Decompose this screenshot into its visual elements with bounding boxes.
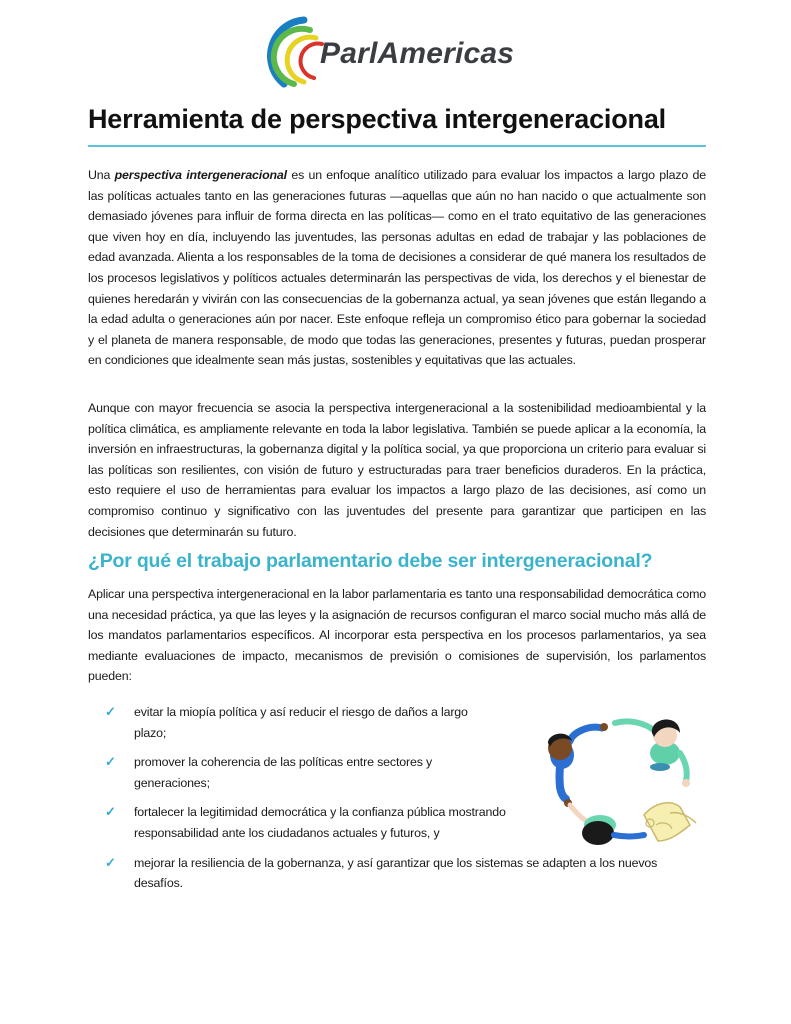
logo-text: ParlAmericas xyxy=(320,37,515,70)
list-item-text: evitar la miopía política y así reducir el riesgo de daños a largo plazo; xyxy=(134,705,468,740)
check-icon: ✓ xyxy=(105,854,116,870)
list-item xyxy=(102,752,499,793)
person-bottom-icon xyxy=(564,799,644,845)
intro-emphasis: perspectiva intergeneracional xyxy=(114,168,287,182)
logo-arc-red xyxy=(301,44,322,78)
page-title: Herramienta de perspectiva intergeneracional xyxy=(88,104,666,134)
list-item xyxy=(102,802,506,843)
list-item-text: promover la coherencia de las políticas entre sectores y generaciones; xyxy=(134,755,433,790)
check-icon: ✓ xyxy=(105,704,116,719)
list-item-text: mejorar la resiliencia de la gobernanza, y así garantizar que los sistemas se adapten a los nuevos desafíos. xyxy=(134,855,658,891)
intro-lead: Una xyxy=(88,168,115,182)
list-item xyxy=(102,702,499,743)
check-icon: ✓ xyxy=(105,754,116,770)
parlamericas-logo xyxy=(262,14,532,90)
people-circle-illustration xyxy=(520,695,710,865)
person-blue-icon xyxy=(548,723,608,799)
person-green-icon xyxy=(615,719,690,787)
section-paragraph: Aplicar una perspectiva intergeneracional en la labor parlamentaria es tanto una responsabilidad democrática como una necesidad práctica, ya que las leyes y la asignación de recursos configuran el marco social mucho más allá de los mandatos parlamentarios específicos. Al incorporar esta perspectiva en los procesos parlamentarios, ya sea mediante evaluaciones de impacto, mecanismos de previsión o comisiones de supervisión, los parlamentos pueden: xyxy=(88,587,706,684)
section-heading: ¿Por qué el trabajo parlamentario debe ser intergeneracional? xyxy=(88,550,653,572)
check-icon: ✓ xyxy=(105,804,116,820)
scroll-icon xyxy=(644,803,696,841)
title-divider xyxy=(88,145,706,147)
list-item-text: fortalecer la legitimidad democrática y la confianza pública mostrando responsabilidad ante los ciudadanos actuales y futuros, y xyxy=(134,805,506,840)
intro-paragraph xyxy=(88,165,706,371)
intro-rest: es un enfoque analítico utilizado para evaluar los impactos a largo plazo de las políticas actuales tanto en las generaciones futuras —aquellas que aún no han nacido o que actualmente son demasiado jóvenes para influir de forma directa en las políticas— como en el trato equitativo de las generaciones que viven hoy en día, incluyendo las juventudes, las personas adultas en edad de trabajar y las poblaciones de edad avanzada. Alienta a los responsables de la toma de decisiones a considerar de qué manera los resultados de los procesos legislativos y políticos actuales determinarán las perspectivas de vida, los derechos y el bienestar de quienes heredarán y vivirán con las consecuencias de la gobernanza actual, ya sean jóvenes que están llegando a la edad adulta o generaciones aún por nacer. Este enfoque refleja un compromiso ético para gobernar la sociedad y el planeta de manera responsable, de modo que todas las generaciones, presentes y futuras, puedan prosperar en condiciones que idealmente sean más justas, sostenibles y equitativas que las actuales. xyxy=(88,168,706,368)
context-paragraph: Aunque con mayor frecuencia se asocia la perspectiva intergeneracional a la sostenibilidad medioambiental y la política climática, es ampliamente relevante en toda la labor legislativa. También se puede aplicar a la economía, la inversión en infraestructuras, la gobernanza digital y la política social, ya que proporciona un criterio para evaluar si las políticas son resilientes, con visión de futuro y estructuradas para traer beneficios duraderos. En la práctica, esto requiere el uso de herramientas para evaluar los impactos a largo plazo de las decisiones, así como un compromiso continuo y significativo con las juventudes del presente para garantizar que participen en las decisiones que determinarán su futuro. xyxy=(88,401,706,539)
